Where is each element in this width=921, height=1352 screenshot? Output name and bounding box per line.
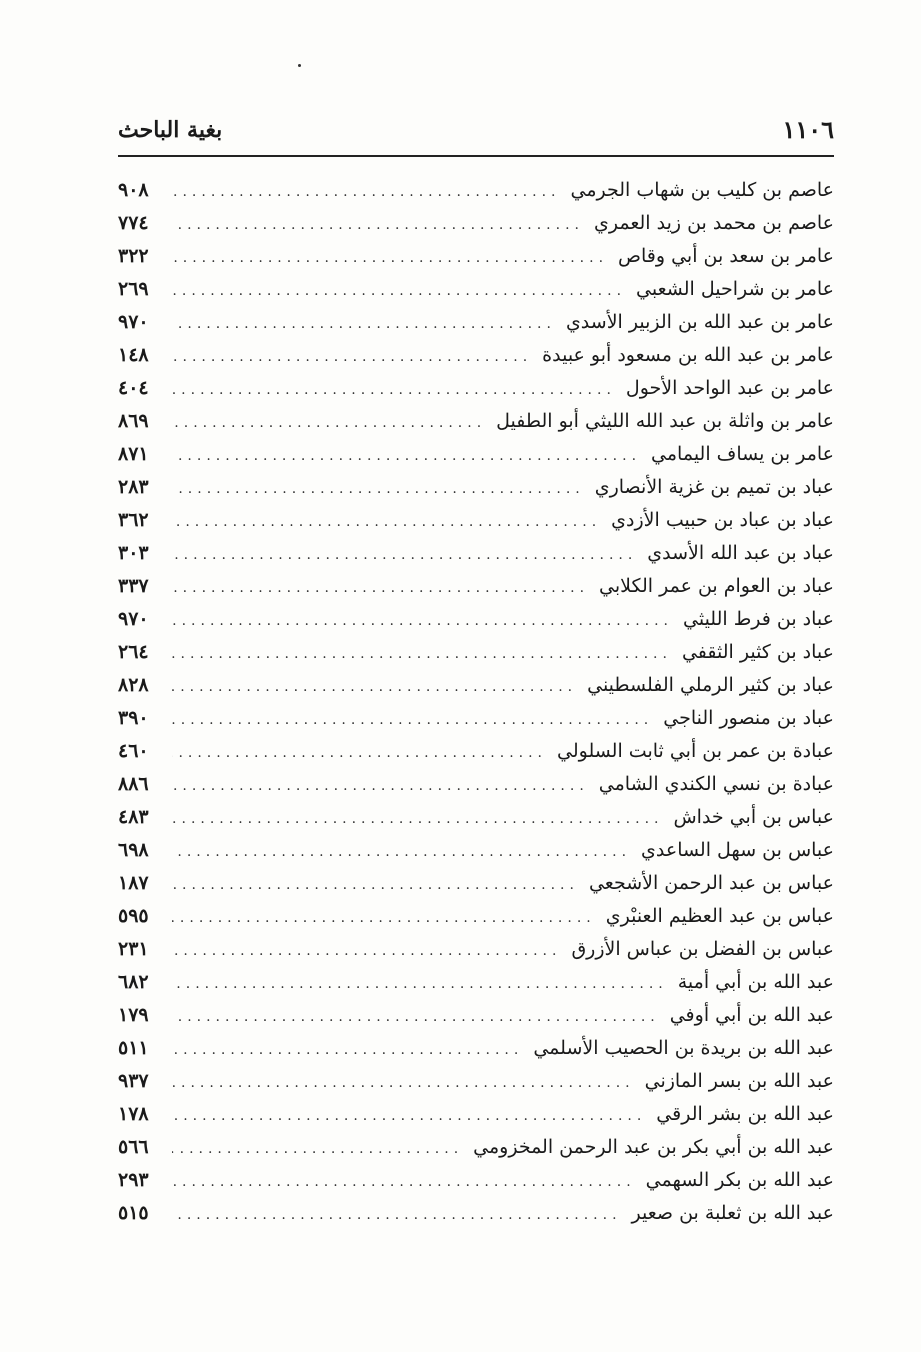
- dot-leader: [172, 968, 668, 1001]
- entry-name: عبد الله بن بكر السهمي: [645, 1169, 834, 1191]
- entry-page-number: ٤٨٣: [118, 806, 149, 828]
- dot-leader: [172, 506, 601, 539]
- dot-leader: [172, 638, 672, 671]
- dot-leader: [172, 176, 560, 209]
- entry-name: عباد بن كثير الثقفي: [681, 641, 834, 663]
- index-entry: [118, 834, 834, 867]
- entry-page-number: ٨٨٦: [118, 773, 149, 795]
- entry-name: عامر بن عبد الله بن مسعود أبو عبيدة: [542, 344, 834, 366]
- index-entry: [118, 570, 834, 603]
- dot-leader: [172, 275, 626, 308]
- entry-name: عبادة بن نسي الكندي الشامي: [598, 773, 834, 795]
- entry-name: عبد الله بن أبي بكر بن عبد الرحمن المخزومي: [473, 1136, 834, 1158]
- entry-page-number: ١٨٧: [118, 872, 149, 894]
- entry-name: عباس بن عبد الرحمن الأشجعي: [588, 872, 834, 894]
- entry-name: عامر بن عبد الله بن الزبير الأسدي: [565, 311, 834, 333]
- entry-page-number: ٨٦٩: [118, 410, 149, 432]
- entry-page-number: ٣٦٢: [118, 509, 149, 531]
- entry-page-number: ٨٧١: [118, 443, 149, 465]
- dot-leader: [172, 836, 631, 869]
- dot-leader: [172, 1199, 622, 1232]
- index-entry: [118, 900, 834, 933]
- entry-name: عبد الله بن بريدة بن الحصيب الأسلمي: [533, 1037, 834, 1059]
- entry-page-number: ١٧٩: [118, 1004, 149, 1026]
- dot-leader: [172, 308, 556, 341]
- index-entry: [118, 273, 834, 306]
- entry-name: عامر بن شراحيل الشعبي: [636, 278, 834, 300]
- entry-page-number: ٩٣٧: [118, 1070, 149, 1092]
- page-number: ١١٠٦: [782, 115, 834, 144]
- index-entry: [118, 438, 834, 471]
- dot-leader: [172, 1001, 660, 1034]
- dot-leader: [172, 374, 616, 407]
- entry-name: عباد بن تميم بن غزية الأنصاري: [594, 476, 834, 498]
- entry-page-number: ٩٧٠: [118, 608, 149, 630]
- entry-page-number: ٢٨٣: [118, 476, 149, 498]
- dot-leader: [172, 770, 589, 803]
- dot-leader: [172, 242, 608, 275]
- index-entry: [118, 372, 834, 405]
- index-entry: [118, 405, 834, 438]
- entry-page-number: ٥٩٥: [118, 905, 149, 927]
- dot-leader: [172, 1100, 646, 1133]
- index-entry: [118, 801, 834, 834]
- book-title: بغية الباحث: [118, 117, 223, 143]
- index-entry: [118, 669, 834, 702]
- index-entry: [118, 1131, 834, 1164]
- dot-leader: [172, 737, 547, 770]
- index-entry: [118, 867, 834, 900]
- dot-leader: [172, 605, 673, 638]
- index-entry: [118, 306, 834, 339]
- index-entry: [118, 999, 834, 1032]
- dot-leader: [172, 1067, 635, 1100]
- index-entry: [118, 207, 834, 240]
- index-entry: [118, 1164, 834, 1197]
- entry-page-number: ٤٠٤: [118, 377, 149, 399]
- dot-leader: [172, 671, 577, 704]
- entry-page-number: ٢٩٣: [118, 1169, 149, 1191]
- entry-name: عبد الله بن ثعلبة بن صعير: [631, 1202, 834, 1224]
- entry-name: عبد الله بن أبي أمية: [677, 971, 834, 993]
- dot-leader: [172, 341, 532, 374]
- dot-leader: [172, 473, 585, 506]
- entry-name: عامر بن يساف اليمامي: [651, 443, 834, 465]
- entry-page-number: ٣٩٠: [118, 707, 149, 729]
- entry-page-number: ٤٦٠: [118, 740, 149, 762]
- entry-name: عباد بن كثير الرملي الفلسطيني: [587, 674, 834, 696]
- entry-name: عباس بن عبد العظيم العنبْري: [605, 905, 834, 927]
- index-entry: [118, 702, 834, 735]
- entry-name: عاصم بن محمد بن زيد العمري: [593, 212, 834, 234]
- dot-leader: [172, 572, 589, 605]
- dot-leader: [172, 869, 579, 902]
- entry-page-number: ٣٢٢: [118, 245, 149, 267]
- index-entry: [118, 537, 834, 570]
- dot-leader: [172, 935, 561, 968]
- entry-page-number: ٩٠٨: [118, 179, 149, 201]
- entry-page-number: ٨٢٨: [118, 674, 149, 696]
- index-entry: [118, 174, 834, 207]
- entry-name: عباس بن أبي خداش: [673, 806, 834, 828]
- entry-page-number: ٥٦٦: [118, 1136, 149, 1158]
- index-entry: [118, 933, 834, 966]
- entry-name: عباد بن فرط الليثي: [683, 608, 834, 630]
- entry-page-number: ٦٩٨: [118, 839, 149, 861]
- index-entry: [118, 1032, 834, 1065]
- print-speck: [298, 64, 301, 67]
- entry-page-number: ٧٧٤: [118, 212, 149, 234]
- dot-leader: [172, 704, 653, 737]
- dot-leader: [172, 1133, 463, 1166]
- entry-name: عامر بن واثلة بن عبد الله الليثي أبو الطفيل: [496, 410, 834, 432]
- entry-name: عباد بن عباد بن حبيب الأزدي: [611, 509, 834, 531]
- index-entry: [118, 768, 834, 801]
- index-entry: [118, 966, 834, 999]
- index-entry: [118, 240, 834, 273]
- entry-name: عامر بن عبد الواحد الأحول: [625, 377, 834, 399]
- entry-name: عبد الله بن أبي أوفي: [669, 1004, 834, 1026]
- entry-page-number: ٢٦٩: [118, 278, 149, 300]
- index-entry: [118, 471, 834, 504]
- entry-name: عباد بن منصور الناجي: [663, 707, 834, 729]
- index-entry: [118, 636, 834, 669]
- entry-name: عبد الله بن بسر المازني: [644, 1070, 834, 1092]
- entry-page-number: ٦٨٢: [118, 971, 149, 993]
- page-header: [118, 112, 834, 148]
- entry-page-number: ٣٠٣: [118, 542, 149, 564]
- index-list: [118, 174, 834, 1230]
- entry-page-number: ١٧٨: [118, 1103, 149, 1125]
- dot-leader: [172, 407, 486, 440]
- entry-page-number: ٢٦٤: [118, 641, 149, 663]
- index-entry: [118, 735, 834, 768]
- dot-leader: [172, 539, 637, 572]
- entry-name: عبادة بن عمر بن أبي ثابت السلولي: [557, 740, 834, 762]
- entry-page-number: ٥١١: [118, 1037, 149, 1059]
- entry-name: عبد الله بن بشر الرقي: [656, 1103, 834, 1125]
- entry-page-number: ٥١٥: [118, 1202, 149, 1224]
- index-entry: [118, 339, 834, 372]
- entry-page-number: ٣٣٧: [118, 575, 149, 597]
- entry-page-number: ٢٣١: [118, 938, 149, 960]
- entry-name: عباد بن العوام بن عمر الكلابي: [599, 575, 834, 597]
- index-entry: [118, 1065, 834, 1098]
- index-entry: [118, 603, 834, 636]
- entry-name: عامر بن سعد بن أبي وقاص: [618, 245, 834, 267]
- index-entry: [118, 1098, 834, 1131]
- index-entry: [118, 1197, 834, 1230]
- entry-name: عباس بن سهل الساعدي: [641, 839, 834, 861]
- entry-page-number: ١٤٨: [118, 344, 149, 366]
- entry-name: عباد بن عبد الله الأسدي: [647, 542, 834, 564]
- dot-leader: [172, 1166, 636, 1199]
- entry-page-number: ٩٧٠: [118, 311, 149, 333]
- dot-leader: [172, 209, 584, 242]
- dot-leader: [172, 1034, 523, 1067]
- dot-leader: [172, 440, 641, 473]
- entry-name: عاصم بن كليب بن شهاب الجرمي: [570, 179, 834, 201]
- header-rule: [118, 155, 834, 157]
- index-entry: [118, 504, 834, 537]
- entry-name: عباس بن الفضل بن عباس الأزرق: [571, 938, 834, 960]
- dot-leader: [172, 803, 663, 836]
- dot-leader: [172, 902, 596, 935]
